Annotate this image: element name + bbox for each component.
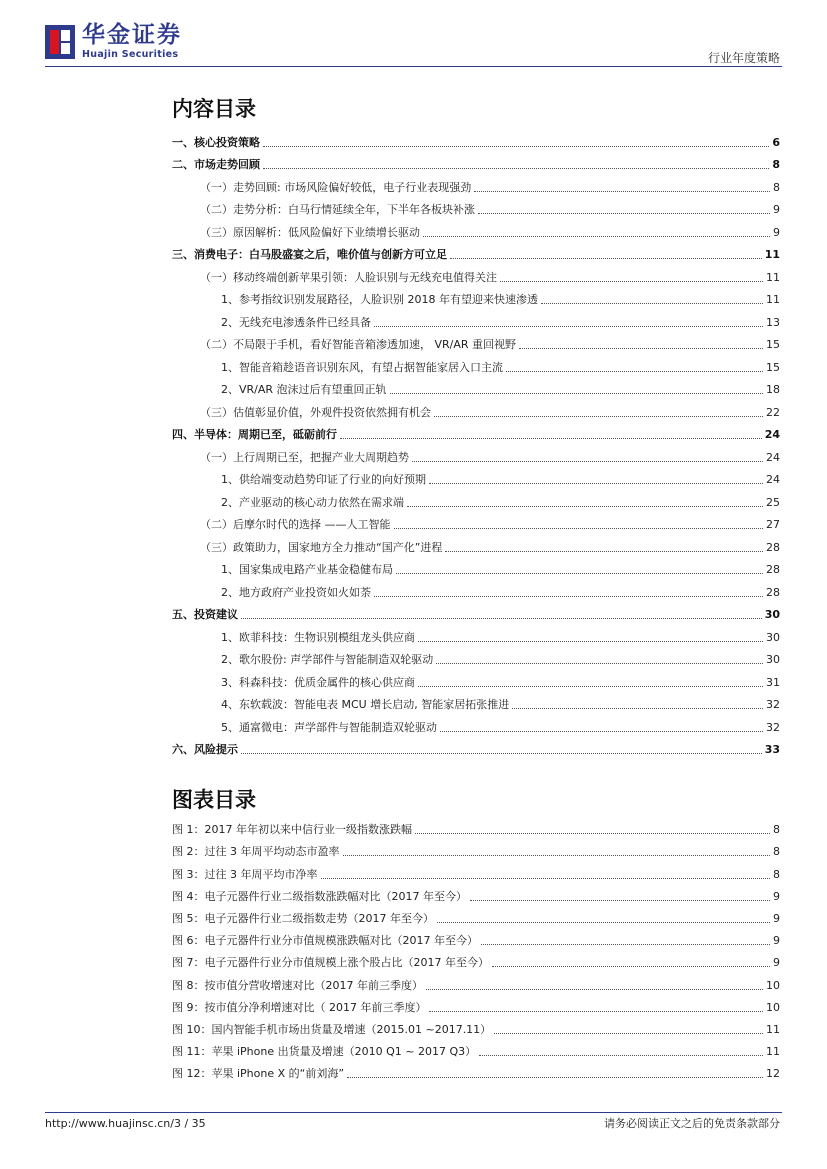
toc-entry-text: 4、东软载波：智能电表 MCU 增长启动, 智能家居拓张推进 (221, 698, 510, 711)
toc-entry[interactable] (172, 351, 780, 374)
dot-leader (541, 303, 763, 304)
toc-entry-page-number: 28 (766, 540, 780, 554)
figure-entry-page-number: 9 (773, 934, 780, 948)
toc-entry-page-number: 9 (773, 203, 780, 216)
toc-entry-page-number: 15 (766, 338, 780, 351)
toc-entry-page-number: 8 (773, 180, 780, 194)
dot-leader (445, 551, 763, 552)
toc-entry[interactable] (172, 464, 780, 487)
toc-entry-text: 2、VR/AR 泡沫过后有望重回正轨 (221, 383, 387, 396)
toc-entry-text: （一）走势回顾: 市场风险偏好较低，电子行业表现强劲 (200, 180, 472, 194)
toc-entry-text: 六、风险提示 (172, 743, 238, 756)
toc-entry-text: （二）走势分析：白马行情延续全年，下半年各板块补涨 (200, 203, 475, 216)
toc-entry-text: 1、供给端变动趋势印证了行业的向好预期 (221, 473, 426, 486)
table-of-contents (172, 126, 780, 756)
dot-leader (418, 641, 763, 642)
toc-entry-page-number: 9 (773, 225, 780, 239)
dot-leader (474, 191, 770, 192)
toc-entry-page-number: 18 (766, 383, 780, 396)
dot-leader (479, 1055, 763, 1056)
toc-title: 内容目录 (172, 97, 256, 121)
toc-entry-text: 2、无线充电渗透条件已经具备 (221, 315, 371, 329)
dot-leader (394, 528, 764, 529)
toc-entry-text: （三）估值彰显价值，外观件投资依然拥有机会 (200, 405, 431, 419)
toc-entry-page-number: 32 (766, 720, 780, 734)
toc-entry-text: 1、智能音箱趁语音识别东风，有望占据智能家居入口主流 (221, 360, 503, 374)
toc-entry[interactable] (172, 396, 780, 419)
toc-entry[interactable] (172, 149, 780, 172)
toc-entry[interactable] (172, 441, 780, 464)
dot-leader (415, 833, 770, 834)
figure-entry-page-number: 9 (773, 889, 780, 903)
toc-entry-text: 1、国家集成电路产业基金稳健布局 (221, 563, 393, 576)
footer-disclaimer: 请务必阅读正文之后的免责条款部分 (604, 1117, 780, 1130)
dot-leader (374, 596, 763, 597)
toc-entry[interactable] (172, 284, 780, 307)
figure-entry-text: 图 11：苹果 iPhone 出货量及增速（2010 Q1 ~ 2017 Q3） (172, 1045, 477, 1059)
toc-entry[interactable] (172, 239, 780, 262)
toc-entry[interactable] (172, 171, 780, 194)
figure-entry[interactable] (172, 992, 780, 1014)
toc-entry-text: （一）移动终端创新苹果引领：人脸识别与无线充电值得关注 (200, 270, 497, 284)
dot-leader (343, 855, 771, 856)
toc-entry-text: （二）后摩尔时代的选择 ——人工智能 (200, 518, 391, 531)
toc-entry[interactable] (172, 306, 780, 329)
figure-entry-text: 图 6：电子元器件行业分市值规模涨跌幅对比（2017 年至今） (172, 934, 478, 948)
dot-leader (506, 371, 763, 372)
toc-entry-page-number: 30 (764, 608, 780, 621)
toc-entry[interactable] (172, 194, 780, 217)
toc-entry-page-number: 30 (766, 630, 780, 644)
figure-entry-page-number: 10 (766, 1000, 780, 1014)
toc-entry[interactable] (172, 531, 780, 554)
toc-entry-page-number: 11 (766, 270, 780, 284)
toc-entry-page-number: 24 (764, 428, 780, 441)
toc-entry-page-number: 28 (766, 585, 780, 599)
dot-leader (423, 236, 770, 237)
dot-leader (241, 753, 762, 754)
toc-entry[interactable] (172, 216, 780, 239)
dot-leader (347, 1077, 763, 1078)
figure-entry[interactable] (172, 903, 780, 925)
toc-entry-page-number: 33 (764, 743, 780, 756)
figure-list-title: 图表目录 (172, 788, 256, 812)
figure-entry-page-number: 11 (766, 1022, 780, 1036)
dot-leader (390, 393, 763, 394)
toc-entry[interactable] (172, 486, 780, 509)
toc-entry-page-number: 13 (766, 315, 780, 329)
dot-leader (440, 731, 763, 732)
toc-entry[interactable] (172, 329, 780, 352)
figure-entry-page-number: 8 (773, 867, 780, 881)
toc-entry-page-number: 28 (766, 563, 780, 576)
toc-entry-page-number: 32 (766, 698, 780, 711)
figure-entry-page-number: 8 (773, 845, 780, 859)
toc-entry-text: （二）不局限于手机，看好智能音箱渗透加速， VR/AR 重回视野 (200, 338, 517, 351)
toc-entry-text: 3、科森科技：优质金属件的核心供应商 (221, 675, 415, 689)
toc-entry[interactable] (172, 666, 780, 689)
toc-entry-page-number: 31 (766, 675, 780, 689)
toc-entry-text: 2、产业驱动的核心动力依然在需求端 (221, 495, 404, 509)
dot-leader (494, 1033, 763, 1034)
toc-entry-text: （三）原因解析：低风险偏好下业绩增长驱动 (200, 225, 420, 239)
dot-leader (519, 348, 763, 349)
dot-leader (321, 878, 771, 879)
figure-entry-text: 图 5：电子元器件行业二级指数走势（2017 年至今） (172, 911, 434, 925)
dot-leader (407, 506, 763, 507)
figure-entry[interactable] (172, 836, 780, 858)
figure-list (172, 814, 780, 1080)
dot-leader (512, 708, 763, 709)
toc-entry[interactable] (172, 554, 780, 577)
dot-leader (450, 258, 762, 259)
toc-entry-page-number: 15 (766, 360, 780, 374)
toc-entry-text: （一）上行周期已至，把握产业大周期趋势 (200, 450, 409, 464)
huajin-logo-icon (45, 25, 75, 59)
toc-entry-text: 二、市场走势回顾 (172, 158, 260, 171)
figure-entry[interactable] (172, 947, 780, 969)
toc-entry-page-number: 24 (766, 450, 780, 464)
toc-entry-page-number: 22 (766, 405, 780, 419)
figure-entry-text: 图 2：过往 3 年周平均动态市盈率 (172, 845, 340, 859)
dot-leader (429, 1011, 763, 1012)
dot-leader (340, 438, 762, 439)
dot-leader (434, 416, 763, 417)
footer-divider (45, 1112, 782, 1113)
figure-entry-text: 图 8：按市值分营收增速对比（2017 年前三季度） (172, 978, 423, 992)
dot-leader (412, 461, 763, 462)
dot-leader (470, 900, 770, 901)
toc-entry-page-number: 30 (766, 653, 780, 666)
figure-entry-page-number: 10 (766, 978, 780, 992)
figure-entry-page-number: 9 (773, 911, 780, 925)
figure-entry[interactable] (172, 1036, 780, 1058)
toc-entry-text: 五、投资建议 (172, 608, 238, 621)
toc-entry[interactable] (172, 374, 780, 397)
figure-entry-text: 图 3：过往 3 年周平均市净率 (172, 867, 318, 881)
toc-entry[interactable] (172, 734, 780, 757)
toc-entry-text: 2、地方政府产业投资如火如荼 (221, 585, 371, 599)
dot-leader (436, 663, 763, 664)
toc-entry[interactable] (172, 644, 780, 667)
figure-entry-page-number: 8 (773, 823, 780, 837)
toc-entry-text: 5、通富微电：声学部件与智能制造双轮驱动 (221, 720, 437, 734)
figure-entry-text: 图 4：电子元器件行业二级指数涨跌幅对比（2017 年至今） (172, 889, 467, 903)
dot-leader (374, 326, 763, 327)
figure-entry-text: 图 9：按市值分净利增速对比（ 2017 年前三季度） (172, 1000, 427, 1014)
toc-entry-text: 2、歌尔股份: 声学部件与智能制造双轮驱动 (221, 653, 434, 666)
dot-leader (478, 213, 770, 214)
dot-leader (492, 966, 770, 967)
figure-entry-page-number: 9 (773, 956, 780, 970)
figure-entry[interactable] (172, 1058, 780, 1080)
page-header (0, 0, 827, 70)
toc-entry[interactable] (172, 576, 780, 599)
toc-entry-text: 一、核心投资策略 (172, 135, 260, 149)
toc-entry[interactable] (172, 689, 780, 712)
figure-entry[interactable] (172, 969, 780, 991)
toc-entry-text: （三）政策助力，国家地方全力推动“国产化”进程 (200, 540, 443, 554)
dot-leader (426, 989, 763, 990)
toc-entry[interactable] (172, 509, 780, 532)
toc-entry[interactable] (172, 419, 780, 442)
figure-entry[interactable] (172, 858, 780, 880)
toc-entry-text: 三、消费电子：白马股盛宴之后，唯价值与创新方可立足 (172, 248, 447, 261)
figure-entry-text: 图 10：国内智能手机市场出货量及增速（2015.01 ~2017.11） (172, 1022, 492, 1036)
dot-leader (241, 618, 762, 619)
toc-entry-page-number: 25 (766, 495, 780, 509)
toc-entry-text: 1、参考指纹识别发展路径，人脸识别 2018 年有望迎来快速渗透 (221, 293, 538, 306)
toc-entry-page-number: 24 (766, 473, 780, 486)
dot-leader (418, 686, 763, 687)
figure-entry-page-number: 12 (766, 1067, 780, 1081)
figure-entry-text: 图 1：2017 年年初以来中信行业一级指数涨跌幅 (172, 823, 412, 837)
toc-entry[interactable] (172, 621, 780, 644)
document-type-label: 行业年度策略 (707, 51, 780, 65)
footer-url-page[interactable]: http://www.huajinsc.cn/3 / 35 (45, 1117, 206, 1130)
toc-entry-text: 1、欧菲科技：生物识别模组龙头供应商 (221, 630, 415, 644)
dot-leader (481, 944, 770, 945)
toc-entry-page-number: 11 (766, 293, 780, 306)
logo-chinese-name: 华金证券 (82, 22, 182, 48)
dot-leader (263, 146, 769, 147)
logo-english-name: Huajin Securities (82, 49, 179, 60)
toc-entry-text: 四、半导体：周期已至，砥砺前行 (172, 428, 337, 441)
toc-entry-page-number: 11 (764, 248, 780, 261)
dot-leader (500, 281, 763, 282)
header-divider (45, 66, 782, 67)
toc-entry-page-number: 27 (766, 518, 780, 531)
figure-entry[interactable] (172, 814, 780, 836)
figure-entry[interactable] (172, 1014, 780, 1036)
figure-entry-text: 图 12：苹果 iPhone X 的“前刘海” (172, 1067, 345, 1081)
toc-entry[interactable] (172, 261, 780, 284)
toc-entry[interactable] (172, 711, 780, 734)
figure-entry[interactable] (172, 925, 780, 947)
dot-leader (396, 573, 763, 574)
figure-entry-page-number: 11 (766, 1045, 780, 1059)
toc-entry-page-number: 6 (772, 135, 780, 149)
toc-entry[interactable] (172, 126, 780, 149)
figure-entry-text: 图 7：电子元器件行业分市值规模上涨个股占比（2017 年至今） (172, 956, 489, 970)
toc-entry-page-number: 8 (772, 158, 780, 171)
figure-entry[interactable] (172, 881, 780, 903)
dot-leader (263, 168, 769, 169)
toc-entry[interactable] (172, 599, 780, 622)
dot-leader (437, 922, 770, 923)
dot-leader (429, 483, 763, 484)
